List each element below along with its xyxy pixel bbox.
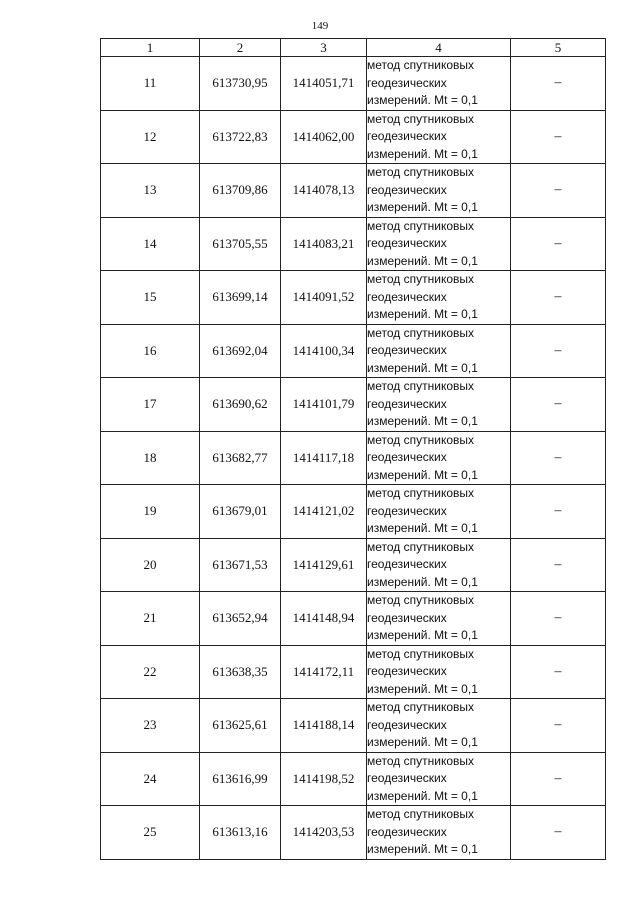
table-header-row [101,39,606,57]
note-cell: – [511,538,606,592]
note-cell: – [511,271,606,325]
page-number: 149 [311,20,329,32]
table-row [101,324,606,378]
coordinate-y: 1414117,18 [281,431,367,485]
method-line-2: геодезических [367,129,447,143]
header-col-4: 4 [367,39,511,57]
measurement-method [367,110,511,164]
coordinate-y: 1414051,71 [281,57,367,111]
method-line-1: метод спутниковых [367,807,475,821]
point-number: 24 [101,752,200,806]
measurement-method [367,645,511,699]
note-cell: – [511,806,606,860]
coordinate-x: 613682,77 [200,431,281,485]
coordinate-x: 613722,83 [200,110,281,164]
method-line-2: геодезических [367,396,447,411]
point-number: 23 [101,699,200,753]
point-number: 15 [101,271,200,325]
method-line-2: геодезических [367,182,447,197]
method-line-2: геодезических [367,343,447,357]
point-number: 18 [101,431,200,485]
note-cell: – [511,645,606,699]
method-line-3: измерений. Mt = 0,1 [367,253,478,268]
note-cell: – [511,164,606,218]
coordinate-y: 1414121,02 [281,485,367,539]
coordinate-y: 1414148,94 [281,592,367,646]
measurement-method [367,699,511,753]
method-line-1: метод спутниковых [367,486,475,500]
method-line-3: измерений. Mt = 0,1 [367,146,478,161]
coordinate-x: 613625,61 [200,699,281,753]
method-line-3: измерений. Mt = 0,1 [367,414,478,428]
coordinate-x: 613690,62 [200,378,281,432]
measurement-method [367,378,511,432]
point-number: 17 [101,378,200,432]
point-number: 21 [101,592,200,646]
measurement-method [367,538,511,592]
method-line-1: метод спутниковых [367,753,475,768]
table-row [101,485,606,539]
coordinate-x: 613679,01 [200,485,281,539]
measurement-method [367,485,511,539]
coordinate-y: 1414203,53 [281,806,367,860]
note-cell: – [511,57,606,111]
method-line-3: измерений. Mt = 0,1 [367,307,478,321]
method-line-1: метод спутниковых [367,700,475,714]
table-row [101,271,606,325]
coordinate-y: 1414078,13 [281,164,367,218]
measurement-method [367,806,511,860]
coordinate-x: 613671,53 [200,538,281,592]
method-line-3: измерений. Mt = 0,1 [367,200,478,214]
method-line-3: измерений. Mt = 0,1 [367,681,478,696]
measurement-method [367,592,511,646]
coordinate-y: 1414091,52 [281,271,367,325]
coordinate-x: 613616,99 [200,752,281,806]
coordinates-table [100,38,606,860]
coordinate-x: 613613,16 [200,806,281,860]
coordinate-x: 613709,86 [200,164,281,218]
point-number: 20 [101,538,200,592]
coordinate-y: 1414188,14 [281,699,367,753]
table-row [101,431,606,485]
table-row [101,110,606,164]
note-cell: – [511,431,606,485]
method-line-1: метод спутниковых [367,646,475,661]
point-number: 13 [101,164,200,218]
method-line-1: метод спутниковых [367,539,475,554]
point-number: 11 [101,57,200,111]
note-cell: – [511,752,606,806]
table-row [101,592,606,646]
coordinate-x: 613705,55 [200,217,281,271]
method-line-3: измерений. Mt = 0,1 [367,842,478,856]
method-line-3: измерений. Mt = 0,1 [367,521,478,535]
method-line-2: геодезических [367,75,447,90]
method-line-1: метод спутниковых [367,218,475,233]
measurement-method [367,752,511,806]
method-line-1: метод спутниковых [367,325,475,340]
coordinate-y: 1414129,61 [281,538,367,592]
measurement-method [367,324,511,378]
method-line-2: геодезических [367,450,447,464]
coordinate-x: 613652,94 [200,592,281,646]
point-number: 19 [101,485,200,539]
note-cell: – [511,699,606,753]
measurement-method [367,217,511,271]
header-col-1: 1 [101,39,200,57]
method-line-1: метод спутниковых [367,432,475,447]
header-col-2: 2 [200,39,281,57]
method-line-3: измерений. Mt = 0,1 [367,360,478,375]
table-row [101,378,606,432]
table-row [101,699,606,753]
method-line-1: метод спутниковых [367,379,475,393]
point-number: 22 [101,645,200,699]
measurement-method [367,57,511,111]
table-row [101,645,606,699]
note-cell: – [511,110,606,164]
coordinate-x: 613730,95 [200,57,281,111]
measurement-method [367,164,511,218]
table-row [101,752,606,806]
coordinate-x: 613692,04 [200,324,281,378]
method-line-2: геодезических [367,557,447,571]
method-line-2: геодезических [367,824,447,839]
method-line-2: геодезических [367,610,447,625]
table-row [101,164,606,218]
method-line-2: геодезических [367,289,447,304]
method-line-1: метод спутниковых [367,111,475,126]
method-line-1: метод спутниковых [367,58,475,72]
method-line-3: измерений. Mt = 0,1 [367,93,478,107]
coordinate-x: 613699,14 [200,271,281,325]
coordinate-y: 1414083,21 [281,217,367,271]
note-cell: – [511,485,606,539]
point-number: 12 [101,110,200,164]
note-cell: – [511,324,606,378]
table-row [101,538,606,592]
point-number: 25 [101,806,200,860]
method-line-3: измерений. Mt = 0,1 [367,574,478,589]
table-row [101,217,606,271]
note-cell: – [511,217,606,271]
method-line-2: геодезических [367,664,447,678]
point-number: 14 [101,217,200,271]
measurement-method [367,271,511,325]
coordinate-x: 613638,35 [200,645,281,699]
note-cell: – [511,378,606,432]
method-line-1: метод спутниковых [367,593,475,607]
method-line-1: метод спутниковых [367,272,475,286]
method-line-3: измерений. Mt = 0,1 [367,735,478,749]
method-line-2: геодезических [367,503,447,518]
header-col-3: 3 [281,39,367,57]
method-line-3: измерений. Mt = 0,1 [367,467,478,482]
method-line-3: измерений. Mt = 0,1 [367,788,478,803]
method-line-2: геодезических [367,717,447,732]
method-line-1: метод спутниковых [367,165,475,179]
note-cell: – [511,592,606,646]
measurement-method [367,431,511,485]
header-col-5: 5 [511,39,606,57]
method-line-2: геодезических [367,771,447,785]
coordinate-y: 1414062,00 [281,110,367,164]
point-number: 16 [101,324,200,378]
coordinate-y: 1414101,79 [281,378,367,432]
coordinate-y: 1414198,52 [281,752,367,806]
table-row [101,57,606,111]
table-row [101,806,606,860]
method-line-3: измерений. Mt = 0,1 [367,628,478,642]
coordinate-y: 1414100,34 [281,324,367,378]
coordinate-y: 1414172,11 [281,645,367,699]
method-line-2: геодезических [367,236,447,250]
